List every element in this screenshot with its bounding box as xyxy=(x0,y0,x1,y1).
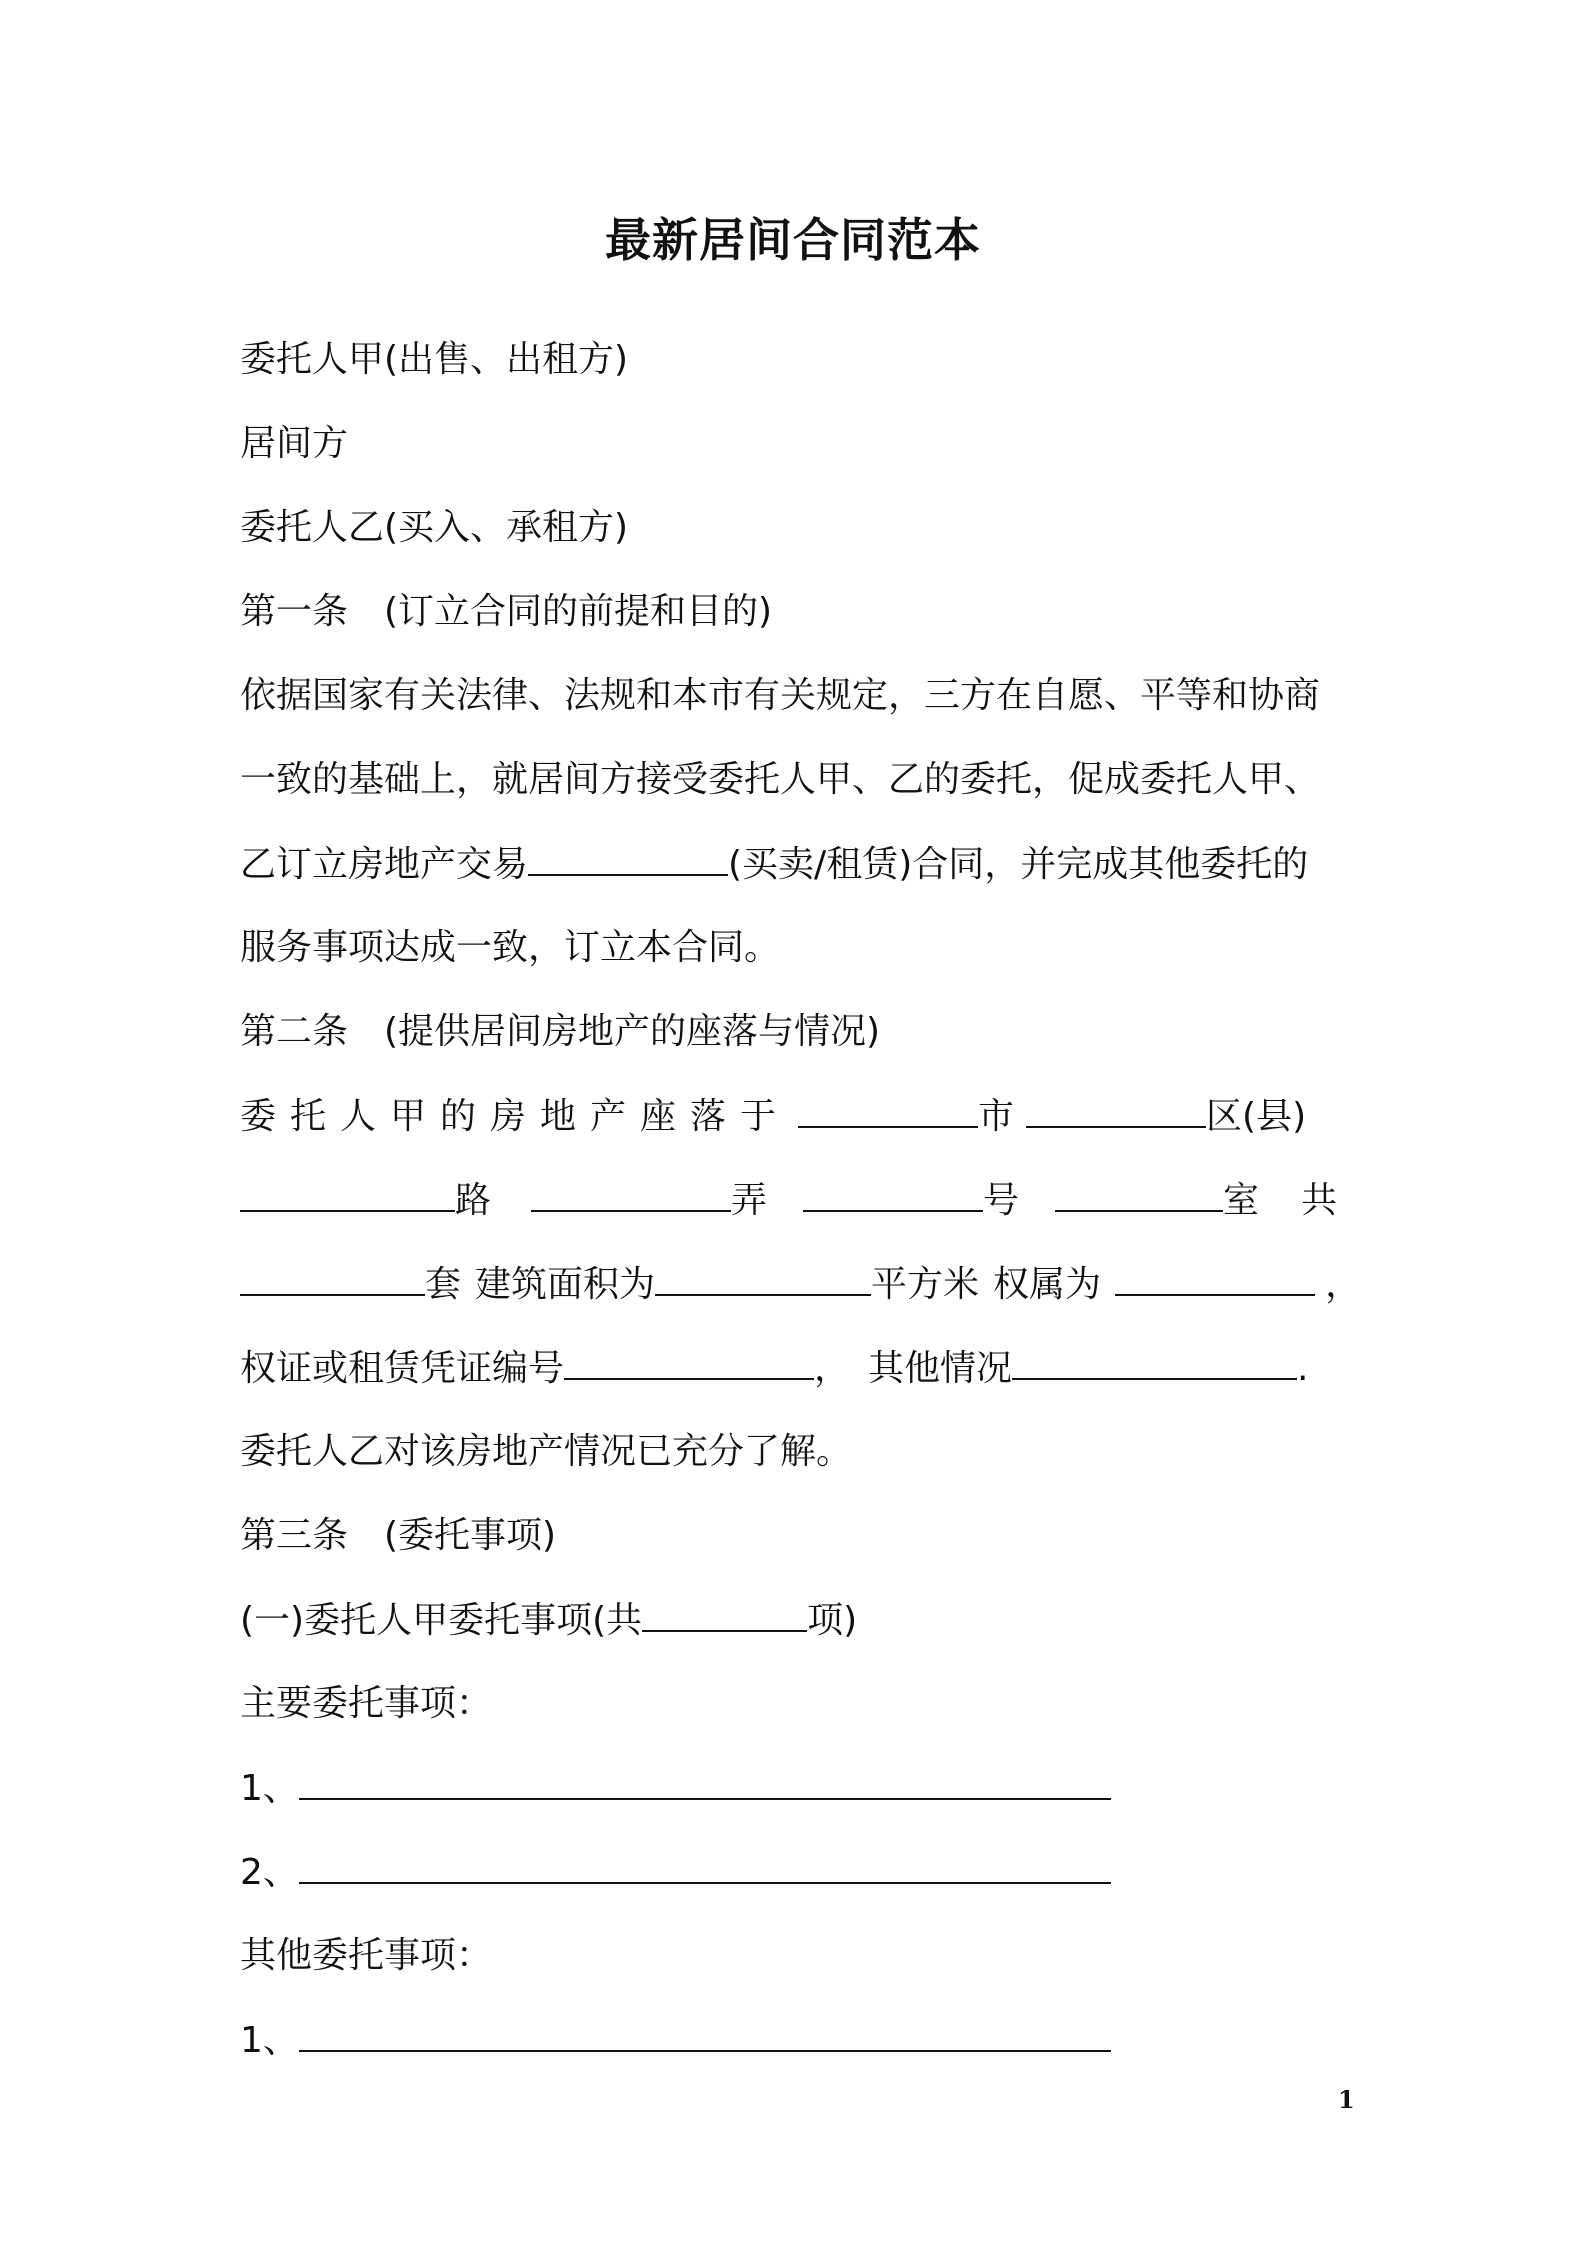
other-conditions-blank[interactable] xyxy=(1012,1326,1297,1380)
text-segment: 乙订立房地产交易 xyxy=(240,844,529,885)
text-segment: 市 xyxy=(978,1096,1015,1137)
article-2-heading: 第二条 (提供居间房地产的座落与情况) xyxy=(240,1011,881,1052)
broker-label: 居间方 xyxy=(240,423,349,464)
article-1-paragraph-line-4: 服务事项达成一致，订立本合同。 xyxy=(240,927,781,968)
text-segment: 其他情况 xyxy=(868,1348,1013,1389)
article-2-line-5: 委托人乙对该房地产情况已充分了解。 xyxy=(240,1431,853,1472)
party-a-label: 委托人甲(出售、出租方) xyxy=(240,339,629,380)
article-1-paragraph-line-1: 依据国家有关法律、法规和本市有关规定，三方在自愿、平等和协商 xyxy=(240,675,1321,716)
number-blank[interactable] xyxy=(803,1158,983,1212)
road-blank[interactable] xyxy=(240,1158,455,1212)
text-segment: 权证或租赁凭证编号 xyxy=(240,1348,565,1389)
lane-blank[interactable] xyxy=(531,1158,731,1212)
main-items-label: 主要委托事项： xyxy=(240,1683,493,1724)
text-segment: ， xyxy=(1325,1264,1362,1305)
main-item-1 xyxy=(240,1746,1111,1831)
text-segment: 委托人甲的房地产座落于 xyxy=(240,1096,791,1137)
main-item-2 xyxy=(240,1830,1111,1915)
article-1-heading: 第一条 (订立合同的前提和目的) xyxy=(240,591,773,632)
item-number: 1、 xyxy=(240,1768,299,1809)
sets-blank[interactable] xyxy=(240,1242,425,1296)
district-blank[interactable] xyxy=(1026,1074,1206,1128)
item-count-blank[interactable] xyxy=(642,1578,807,1632)
party-b-label: 委托人乙(买入、承租方) xyxy=(240,507,629,548)
article-3-sub-1 xyxy=(240,1578,857,1663)
text-segment: 区(县) xyxy=(1206,1096,1307,1137)
article-3-heading: 第三条 (委托事项) xyxy=(240,1515,557,1556)
text-segment: 平方米 xyxy=(871,1264,980,1305)
text-segment: 共 xyxy=(1301,1180,1338,1221)
room-blank[interactable] xyxy=(1055,1158,1223,1212)
text-segment: 权属为 xyxy=(993,1264,1102,1305)
text-segment: 号 xyxy=(983,1180,1020,1221)
article-2-line-1 xyxy=(240,1074,1306,1159)
document-title: 最新居间合同范本 xyxy=(605,213,981,267)
text-segment: 弄 xyxy=(731,1180,768,1221)
main-item-1-blank[interactable] xyxy=(299,1746,1111,1800)
text-segment: 建筑面积为 xyxy=(475,1264,656,1305)
text-segment: 项) xyxy=(807,1600,858,1641)
article-1-paragraph-line-3 xyxy=(240,822,1308,907)
text-segment: (一)委托人甲委托事项(共 xyxy=(240,1600,643,1641)
page-number: 1 xyxy=(1338,2085,1355,2114)
area-blank[interactable] xyxy=(655,1242,871,1296)
other-item-1 xyxy=(240,1998,1111,2083)
text-segment: . xyxy=(1297,1348,1309,1389)
other-item-1-blank[interactable] xyxy=(299,1998,1111,2052)
text-segment: 路 xyxy=(455,1180,492,1221)
text-segment: 套 xyxy=(425,1264,462,1305)
item-number: 1、 xyxy=(240,2020,299,2061)
article-1-paragraph-line-2: 一致的基础上，就居间方接受委托人甲、乙的委托，促成委托人甲、 xyxy=(240,759,1321,800)
city-blank[interactable] xyxy=(798,1074,978,1128)
ownership-blank[interactable] xyxy=(1115,1242,1315,1296)
article-2-line-2 xyxy=(240,1158,1337,1243)
text-segment: 室 xyxy=(1223,1180,1260,1221)
text-segment: ， xyxy=(814,1348,851,1389)
transaction-type-blank[interactable] xyxy=(528,822,728,876)
article-2-line-3 xyxy=(240,1242,1361,1327)
article-2-line-4 xyxy=(240,1326,1309,1411)
main-item-2-blank[interactable] xyxy=(299,1830,1111,1884)
text-segment: (买卖/租赁)合同，并完成其他委托的 xyxy=(728,844,1309,885)
other-items-label: 其他委托事项： xyxy=(240,1935,493,1976)
certificate-number-blank[interactable] xyxy=(564,1326,814,1380)
item-number: 2、 xyxy=(240,1852,299,1893)
